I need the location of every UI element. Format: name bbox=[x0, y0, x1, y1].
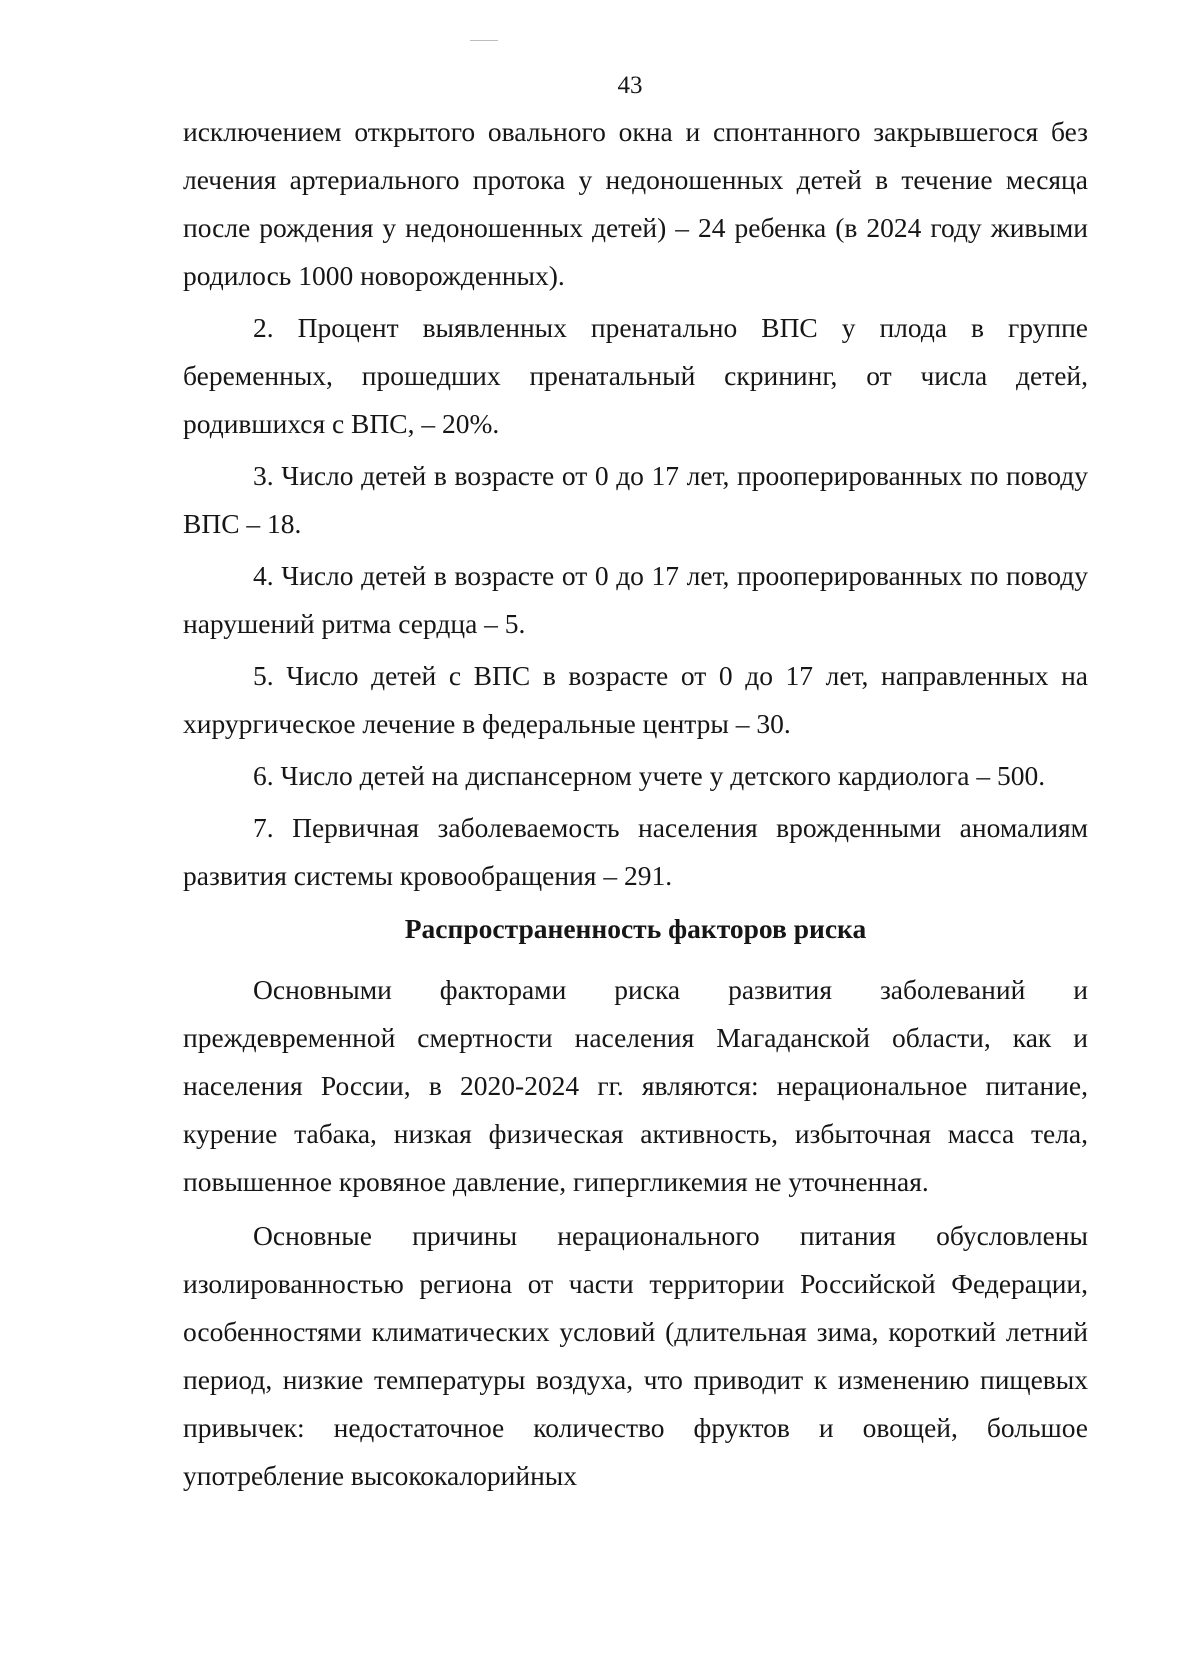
paragraph-item-7: 7. Первичная заболеваемость населения врожденными аномалиям развития системы кровообращения – 291. bbox=[183, 812, 1088, 891]
paragraph-item-5: 5. Число детей с ВПС в возрасте от 0 до 17 лет, направленных на хирургическое лечение в федеральные центры – 30. bbox=[183, 660, 1088, 739]
list-block bbox=[183, 108, 1088, 900]
section-heading: Распространенность факторов риска bbox=[404, 913, 867, 944]
paragraph-item-6: 6. Число детей на диспансерном учете у детского кардиолога – 500. bbox=[253, 760, 1046, 791]
paragraph-item-4: 4. Число детей в возрасте от 0 до 17 лет, прооперированных по поводу нарушений ритма сердца – 5. bbox=[183, 560, 1088, 639]
page-number: 43 bbox=[617, 72, 643, 99]
paragraph-item-3: 3. Число детей в возрасте от 0 до 17 лет, прооперированных по поводу ВПС – 18. bbox=[183, 460, 1088, 539]
paragraph-risk-factors: Основными факторами риска развития заболеваний и преждевременной смертности населения Магаданской области, как и населения России, в 2020-2024 гг. являются: нерациональное питание, курение табака, низкая физическая активность, избыточная масса тела, повышенное кровяное давление, гипергликемия не уточненная. bbox=[183, 974, 1088, 1197]
paragraph-nutrition-causes: Основные причины нерационального питания обусловлены изолированностью региона от части территории Российской Федерации, особенностями климатических условий (длительная зима, короткий летний период, низкие температуры воздуха, что приводит к изменению пищевых привычек: недостаточное количество фруктов и овощей, большое употребление высококалорийных bbox=[183, 1220, 1088, 1491]
paragraph-item-2: 2. Процент выявленных пренатально ВПС у плода в группе беременных, прошедших пренатальный скрининг, от числа детей, родившихся с ВПС, – 20%. bbox=[183, 312, 1088, 439]
paragraph-continuation: исключением открытого овального окна и спонтанного закрывшегося без лечения артериального протока у недоношенных детей в течение месяца после рождения у недоношенных детей) – 24 ребенка (в 2024 году живыми родилось 1000 новорожденных). bbox=[183, 116, 1088, 291]
scan-mark bbox=[470, 40, 498, 41]
section-body bbox=[183, 966, 1088, 1500]
